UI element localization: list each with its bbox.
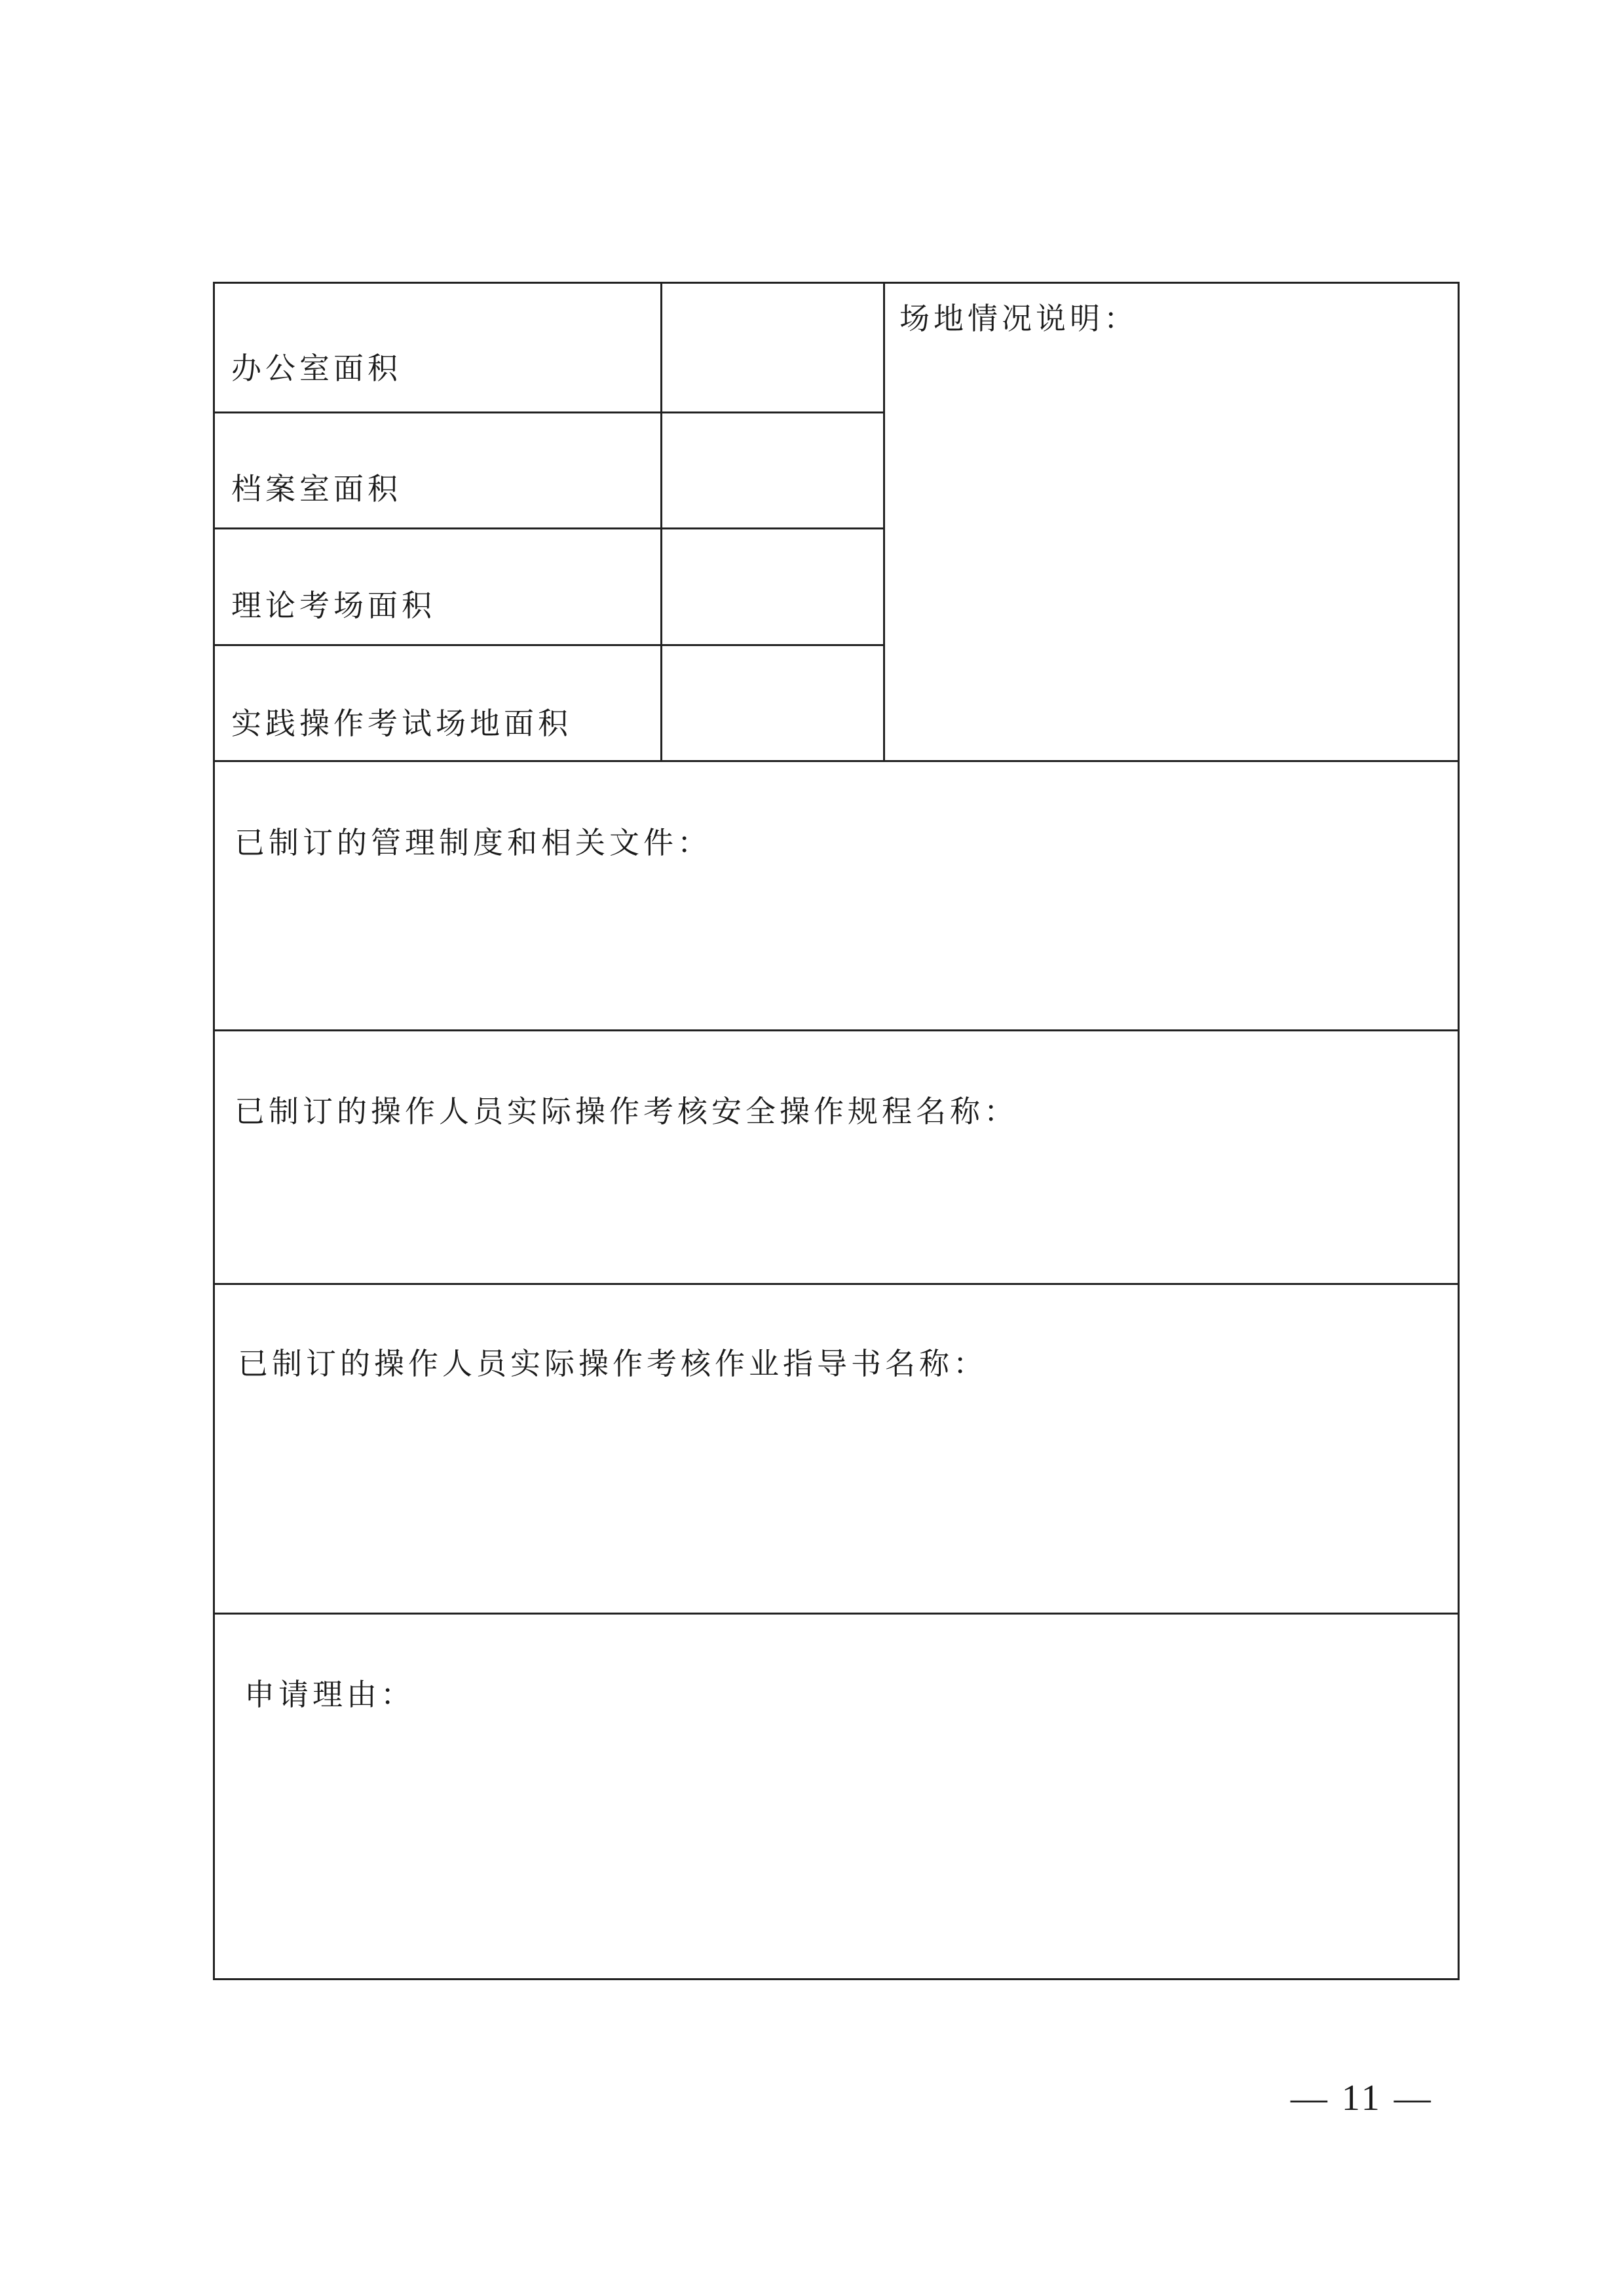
theory-exam-room-area-value[interactable] bbox=[662, 529, 883, 644]
section-divider-3 bbox=[215, 1283, 1460, 1285]
archive-room-area-label: 档案室面积 bbox=[231, 471, 402, 507]
application-reason-value[interactable] bbox=[215, 1725, 1460, 1980]
practical-exam-site-area-label: 实践操作考试场地面积 bbox=[231, 706, 572, 741]
section-divider-1 bbox=[215, 760, 1460, 762]
practical-exam-site-area-value[interactable] bbox=[662, 646, 883, 760]
theory-exam-room-area-label: 理论考场面积 bbox=[231, 588, 436, 623]
management-system-documents-value[interactable] bbox=[215, 873, 1460, 1029]
safety-operating-procedures-label: 已制订的操作人员实际操作考核安全操作规程名称： bbox=[235, 1094, 1018, 1129]
site-description-label: 场地情况说明： bbox=[899, 301, 1138, 336]
work-instruction-names-value[interactable] bbox=[215, 1398, 1460, 1613]
safety-operating-procedures-value[interactable] bbox=[215, 1142, 1460, 1283]
application-reason-label: 申请理由： bbox=[244, 1677, 415, 1712]
section-divider-4 bbox=[215, 1613, 1460, 1615]
application-form-table bbox=[213, 282, 1460, 1980]
management-system-documents-label: 已制订的管理制度和相关文件： bbox=[235, 825, 711, 860]
archive-room-area-value[interactable] bbox=[662, 413, 883, 527]
work-instruction-names-label: 已制订的操作人员实际操作考核作业指导书名称： bbox=[238, 1346, 987, 1381]
section-divider-2 bbox=[215, 1029, 1460, 1031]
column-divider-value-description bbox=[883, 284, 885, 760]
office-area-value[interactable] bbox=[662, 284, 883, 411]
office-area-label: 办公室面积 bbox=[231, 351, 402, 386]
page-number: — 11 — bbox=[1291, 2078, 1433, 2118]
